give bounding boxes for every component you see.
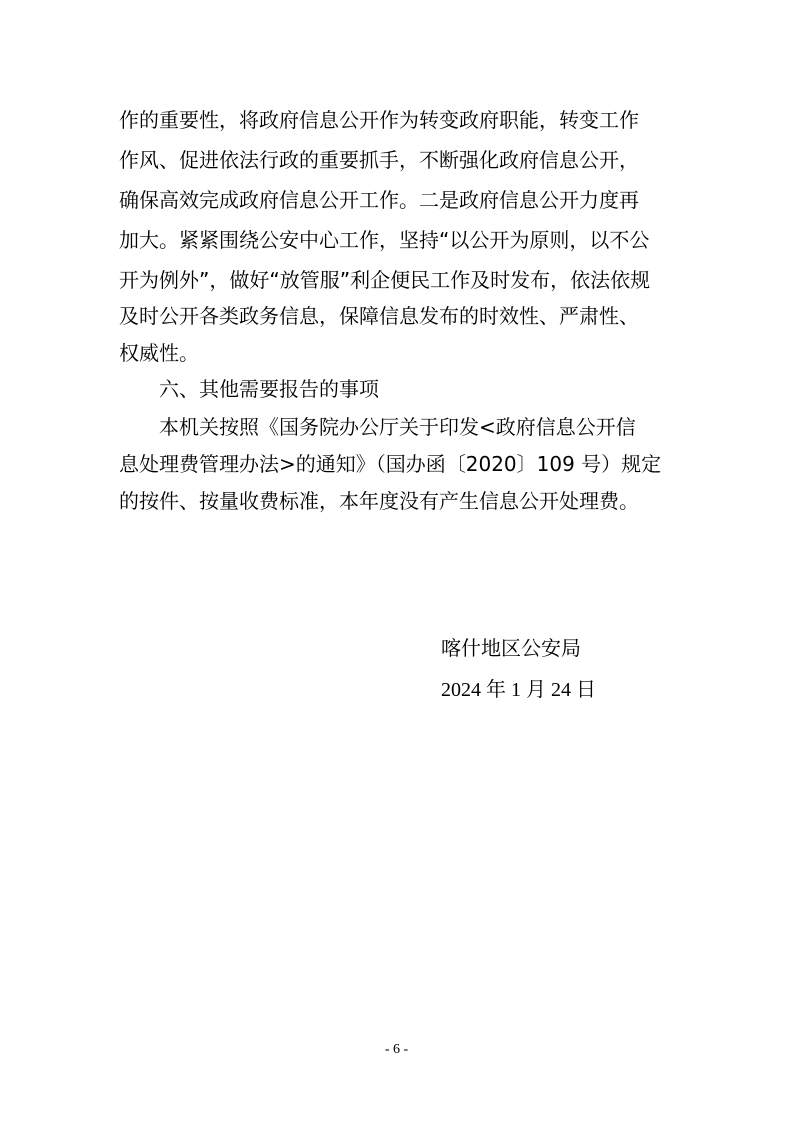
body-line: 作风、促进依法行政的重要抓手，不断强化政府信息公开， (119, 148, 639, 172)
section-heading: 六、其他需要报告的事项 (159, 377, 379, 401)
signature-date: 2024 年 1 月 24 日 (441, 679, 596, 701)
page-number: - 6 - (384, 1042, 409, 1057)
body-line: 作的重要性，将政府信息公开作为转变政府职能，转变工作 (119, 108, 639, 132)
section-line: 的按件、按量收费标准，本年度没有产生信息公开处理费。 (119, 489, 639, 513)
body-line: 开为例外”，做好“放管服”利企便民工作及时发布，依法依规 (119, 268, 651, 292)
section-line: 本机关按照《国务院办公厅关于印发<政府信息公开信 (159, 415, 636, 439)
body-line: 加大。紧紧围绕公安中心工作，坚持“以公开为原则，以不公 (119, 228, 650, 252)
signature-organization: 喀什地区公安局 (441, 636, 581, 660)
body-line: 及时公开各类政务信息，保障信息发布的时效性、严肃性、 (119, 304, 639, 328)
body-line: 确保高效完成政府信息公开工作。二是政府信息公开力度再 (119, 188, 639, 212)
section-line: 息处理费管理办法>的通知》（国办函〔2020〕109 号）规定 (119, 452, 662, 476)
body-line: 权威性。 (119, 341, 199, 365)
